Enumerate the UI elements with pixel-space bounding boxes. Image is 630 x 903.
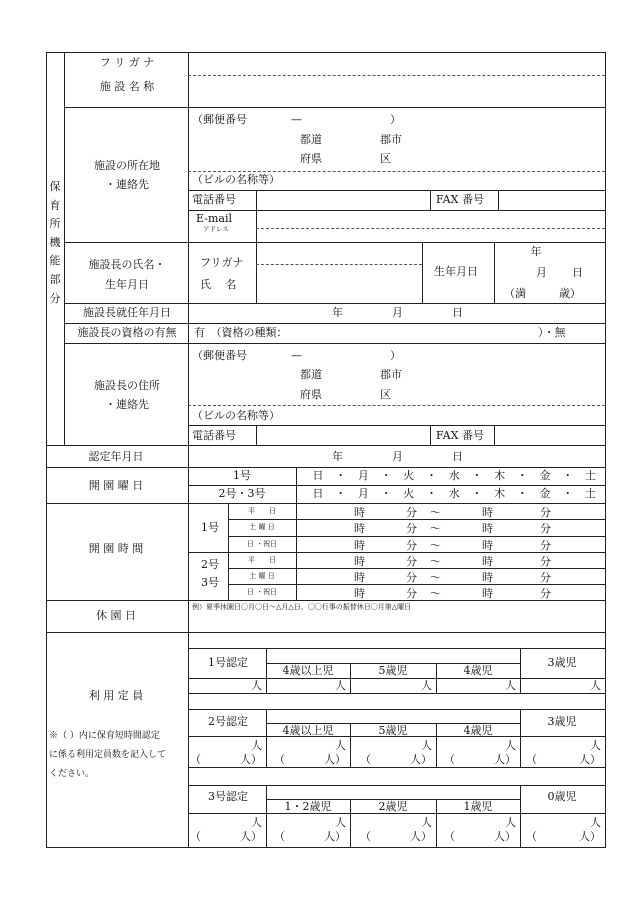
table-rule bbox=[46, 467, 606, 468]
table-rule bbox=[256, 242, 257, 304]
table-rule bbox=[46, 847, 606, 848]
minute-unit-2: 分 bbox=[540, 506, 551, 519]
weekday-cell: ・ bbox=[335, 487, 347, 500]
director-postal-field: （郵便番号 — ） bbox=[192, 349, 401, 362]
age-col-header: 3歳児 bbox=[547, 715, 577, 728]
director-shimei-label: 氏 名 bbox=[200, 278, 237, 291]
weekday-cell: 日 bbox=[312, 487, 324, 500]
minute-unit-2: 分 bbox=[540, 555, 551, 568]
certified-month: 月 bbox=[392, 450, 403, 463]
table-rule bbox=[520, 785, 521, 848]
weekday-cell: 水 bbox=[448, 487, 460, 500]
qualification-label: 施設長の資格の有無 bbox=[77, 326, 177, 339]
count-unit: 人 bbox=[421, 679, 432, 692]
count-unit: 人 bbox=[505, 679, 516, 692]
minute-unit: 分 bbox=[406, 587, 417, 600]
director-year: 年 bbox=[530, 245, 542, 258]
todou-label: 都道 bbox=[300, 133, 322, 146]
hour-unit: 時 bbox=[354, 506, 365, 519]
furigana-label: フ リ ガ ナ bbox=[99, 56, 155, 69]
weekday-cell: 土 bbox=[584, 469, 596, 482]
age-col-header: 4歳児 bbox=[463, 724, 493, 737]
director-fuken: 府県 bbox=[300, 388, 322, 401]
weekday-cell: 土 bbox=[584, 487, 596, 500]
table-rule bbox=[46, 445, 606, 446]
director-todou: 都道 bbox=[300, 368, 322, 381]
building-field: （ビルの名称等） bbox=[192, 173, 280, 186]
table-rule bbox=[188, 485, 606, 486]
paren-open: （ bbox=[444, 753, 455, 766]
paren-open: （ bbox=[526, 753, 537, 766]
minute-unit: 分 bbox=[406, 571, 417, 584]
capacity-label: 利 用 定 員 bbox=[88, 689, 144, 702]
hours-group-2: 2号 bbox=[201, 558, 219, 571]
count-unit-paren: 人） bbox=[494, 830, 516, 843]
count-unit-paren: 人） bbox=[324, 830, 346, 843]
age-col-header: 4歳児 bbox=[463, 664, 493, 677]
hours-sub-label: 土 曜 日 bbox=[249, 572, 275, 580]
table-rule bbox=[430, 190, 431, 211]
tilde: 〜 bbox=[430, 587, 441, 600]
paren-open: （ bbox=[360, 753, 371, 766]
hour-unit-2: 時 bbox=[482, 539, 493, 552]
qualification-none: ）・無 bbox=[538, 326, 566, 339]
hour-unit: 時 bbox=[354, 571, 365, 584]
count-unit: 人 bbox=[590, 739, 601, 752]
email-label: E-mail bbox=[196, 212, 232, 225]
weekday-cell: 火 bbox=[403, 469, 415, 482]
age-col-header: 5歳児 bbox=[378, 724, 408, 737]
table-rule bbox=[494, 425, 495, 446]
table-rule bbox=[422, 242, 423, 304]
weekday-cell: ・ bbox=[471, 487, 483, 500]
count-unit-paren: 人） bbox=[410, 753, 432, 766]
certified-day: 日 bbox=[452, 450, 463, 463]
director-fax-label: FAX 番号 bbox=[436, 429, 484, 442]
table-rule bbox=[430, 425, 431, 446]
table-rule bbox=[64, 52, 65, 446]
tel-label: 電話番号 bbox=[192, 193, 236, 206]
weekday-cell: ・ bbox=[516, 487, 528, 500]
table-rule bbox=[188, 425, 606, 426]
count-unit: 人 bbox=[335, 816, 346, 829]
weekday-cell: ・ bbox=[516, 469, 528, 482]
gunshi-label: 郡市 bbox=[380, 133, 402, 146]
table-rule bbox=[188, 709, 606, 710]
dotted-rule bbox=[188, 171, 605, 172]
weekday-cell: ・ bbox=[562, 487, 574, 500]
table-rule bbox=[188, 785, 606, 786]
age-col-header: 4歳以上児 bbox=[282, 664, 334, 677]
hour-unit-2: 時 bbox=[482, 506, 493, 519]
minute-unit-2: 分 bbox=[540, 539, 551, 552]
open-days-label: 開 園 曜 日 bbox=[88, 479, 144, 492]
hour-unit-2: 時 bbox=[482, 522, 493, 535]
table-rule bbox=[436, 723, 437, 768]
count-unit: 人 bbox=[421, 739, 432, 752]
paren-open: （ bbox=[190, 753, 201, 766]
capacity-row-label: 2号認定 bbox=[208, 715, 248, 728]
table-rule bbox=[266, 709, 267, 768]
table-rule bbox=[436, 663, 437, 694]
weekday-cell: ・ bbox=[380, 469, 392, 482]
capacity-note: ※（ ）内に保育短時間認定に係る利用定員数を記入してください。 bbox=[49, 731, 167, 779]
director-furigana-label: フリガナ bbox=[200, 256, 244, 269]
paren-open: （ bbox=[190, 830, 201, 843]
fuken-label: 府県 bbox=[300, 152, 322, 165]
address-label: 施設の所在地 bbox=[94, 159, 160, 172]
table-rule bbox=[605, 52, 606, 848]
director-day: 日 bbox=[572, 266, 583, 279]
table-rule bbox=[494, 242, 495, 304]
closed-label: 休 園 日 bbox=[96, 609, 136, 622]
email-sub-label: アドレス bbox=[203, 225, 229, 233]
weekday-cell: 月 bbox=[357, 469, 369, 482]
age-col-header: 5歳児 bbox=[378, 664, 408, 677]
age-col-header: 3歳児 bbox=[547, 656, 577, 669]
age-col-header: 0歳児 bbox=[547, 790, 577, 803]
table-rule bbox=[64, 242, 606, 243]
minute-unit: 分 bbox=[406, 555, 417, 568]
table-rule bbox=[188, 210, 606, 211]
tilde: 〜 bbox=[430, 555, 441, 568]
count-unit: 人 bbox=[335, 739, 346, 752]
director-address-label-2: ・連絡先 bbox=[105, 398, 149, 411]
count-unit-paren: 人） bbox=[324, 753, 346, 766]
table-rule bbox=[46, 632, 606, 633]
table-rule bbox=[64, 107, 606, 108]
count-unit-paren: 人） bbox=[240, 830, 262, 843]
director-tel-label: 電話番号 bbox=[192, 429, 236, 442]
age-col-header: 4歳以上児 bbox=[282, 724, 334, 737]
director-birth-label: 生年月日 bbox=[105, 278, 149, 291]
weekday-cell: ・ bbox=[426, 469, 437, 482]
tilde: 〜 bbox=[430, 571, 441, 584]
minute-unit-2: 分 bbox=[540, 522, 551, 535]
paren-open: （ bbox=[526, 830, 537, 843]
ku-label: 区 bbox=[380, 152, 391, 165]
section-title: 保育所機能部分 bbox=[49, 180, 61, 305]
dotted-rule bbox=[188, 75, 605, 76]
table-rule bbox=[46, 503, 606, 504]
table-rule bbox=[436, 799, 437, 848]
count-unit: 人 bbox=[590, 816, 601, 829]
count-unit-paren: 人） bbox=[240, 753, 262, 766]
director-month: 月 bbox=[536, 266, 547, 279]
dotted-rule bbox=[256, 264, 422, 265]
table-rule bbox=[266, 785, 267, 848]
age-col-header: 2歳児 bbox=[378, 800, 408, 813]
minute-unit: 分 bbox=[406, 506, 417, 519]
minute-unit: 分 bbox=[406, 522, 417, 535]
paren-open: （ bbox=[360, 830, 371, 843]
hours-label: 開 園 時 間 bbox=[88, 542, 144, 555]
fax-label: FAX 番号 bbox=[436, 193, 484, 206]
closed-example: 例）夏季休園日〇月〇日〜△月△日、〇〇行事の振替休日〇月第△曜日 bbox=[192, 603, 412, 611]
table-rule bbox=[256, 425, 257, 446]
tilde: 〜 bbox=[430, 539, 441, 552]
count-unit: 人 bbox=[335, 679, 346, 692]
table-rule bbox=[350, 663, 351, 694]
count-unit-paren: 人） bbox=[579, 753, 601, 766]
table-rule bbox=[188, 648, 606, 649]
table-rule bbox=[46, 600, 606, 601]
weekday-cell: ・ bbox=[335, 469, 347, 482]
table-rule bbox=[188, 190, 606, 191]
certified-label: 認定年月日 bbox=[88, 450, 144, 463]
dotted-rule bbox=[188, 405, 605, 406]
director-name-label: 施設長の氏名・ bbox=[88, 258, 166, 271]
table-rule bbox=[188, 693, 606, 694]
table-rule bbox=[46, 52, 606, 53]
count-unit: 人 bbox=[251, 739, 262, 752]
weekday-cell: 木 bbox=[494, 469, 506, 482]
table-rule bbox=[46, 52, 47, 848]
minute-unit-2: 分 bbox=[540, 571, 551, 584]
table-rule bbox=[520, 648, 521, 694]
facility-name-label: 施 設 名 称 bbox=[99, 80, 155, 93]
age-col-header: 1歳児 bbox=[463, 800, 493, 813]
count-unit-paren: 人） bbox=[494, 753, 516, 766]
count-unit-paren: 人） bbox=[579, 830, 601, 843]
paren-open: （ bbox=[444, 830, 455, 843]
weekday-cell: ・ bbox=[426, 487, 437, 500]
weekday-cell: 水 bbox=[448, 469, 460, 482]
count-unit: 人 bbox=[251, 816, 262, 829]
weekday-cell: ・ bbox=[562, 469, 574, 482]
appointed-month: 月 bbox=[392, 306, 403, 319]
hours-sub-label: 日 ・祝日 bbox=[246, 588, 278, 596]
hour-unit: 時 bbox=[354, 522, 365, 535]
table-rule bbox=[64, 343, 606, 344]
hours-group-1: 1号 bbox=[201, 521, 219, 534]
director-building-field: （ビルの名称等） bbox=[192, 409, 280, 422]
weekday-cell: 日 bbox=[312, 469, 324, 482]
count-unit: 人 bbox=[505, 816, 516, 829]
count-unit: 人 bbox=[421, 816, 432, 829]
weekday-cell: 金 bbox=[539, 487, 551, 500]
hours-sub-label: 平 日 bbox=[248, 507, 276, 515]
appointed-day: 日 bbox=[452, 306, 463, 319]
open-days-row-1: 1号 bbox=[233, 469, 251, 482]
hour-unit-2: 時 bbox=[482, 587, 493, 600]
appointed-label: 施設長就任年月日 bbox=[83, 306, 171, 319]
hour-unit: 時 bbox=[354, 539, 365, 552]
table-rule bbox=[228, 536, 606, 537]
appointed-year: 年 bbox=[332, 306, 343, 319]
table-rule bbox=[520, 709, 521, 768]
dotted-rule bbox=[256, 228, 605, 229]
director-age: （満 歳） bbox=[504, 287, 581, 300]
director-ku: 区 bbox=[380, 388, 391, 401]
weekday-cell: 金 bbox=[539, 469, 551, 482]
count-unit-paren: 人） bbox=[410, 830, 432, 843]
table-rule bbox=[64, 303, 606, 304]
table-rule bbox=[266, 648, 267, 694]
certified-year: 年 bbox=[332, 450, 343, 463]
count-unit: 人 bbox=[590, 679, 601, 692]
tilde: 〜 bbox=[430, 506, 441, 519]
hour-unit-2: 時 bbox=[482, 571, 493, 584]
age-col-header: 1・2歳児 bbox=[284, 800, 332, 813]
director-address-label: 施設長の住所 bbox=[94, 379, 160, 392]
weekday-cell: 木 bbox=[494, 487, 506, 500]
table-rule bbox=[256, 190, 257, 243]
weekday-cell: ・ bbox=[380, 487, 392, 500]
count-unit: 人 bbox=[505, 739, 516, 752]
postal-field: （郵便番号 — ） bbox=[192, 113, 401, 126]
weekday-cell: 火 bbox=[403, 487, 415, 500]
hours-sub-label: 日 ・祝日 bbox=[246, 540, 278, 548]
paren-open: （ bbox=[274, 753, 285, 766]
hours-group-3: 3号 bbox=[201, 576, 219, 589]
hours-sub-label: 平 日 bbox=[248, 556, 276, 564]
director-gunshi: 郡市 bbox=[380, 368, 402, 381]
address-label-2: ・連絡先 bbox=[105, 178, 149, 191]
weekday-cell: 月 bbox=[357, 487, 369, 500]
table-rule bbox=[64, 323, 606, 324]
table-rule bbox=[188, 767, 606, 768]
hour-unit-2: 時 bbox=[482, 555, 493, 568]
tilde: 〜 bbox=[430, 522, 441, 535]
table-rule bbox=[350, 799, 351, 848]
director-birth-field-label: 生年月日 bbox=[434, 265, 478, 278]
capacity-row-label: 3号認定 bbox=[208, 790, 248, 803]
minute-unit: 分 bbox=[406, 539, 417, 552]
hour-unit: 時 bbox=[354, 555, 365, 568]
weekday-cell: ・ bbox=[471, 469, 483, 482]
table-rule bbox=[498, 190, 499, 211]
open-days-row-2: 2号・3号 bbox=[218, 487, 266, 500]
capacity-row-label: 1号認定 bbox=[208, 656, 248, 669]
hours-sub-label: 土 曜 日 bbox=[249, 523, 275, 531]
hour-unit: 時 bbox=[354, 587, 365, 600]
qualification-value: 有 （資格の種類： bbox=[194, 326, 288, 339]
table-rule bbox=[350, 723, 351, 768]
paren-open: （ bbox=[274, 830, 285, 843]
minute-unit-2: 分 bbox=[540, 587, 551, 600]
count-unit: 人 bbox=[251, 679, 262, 692]
